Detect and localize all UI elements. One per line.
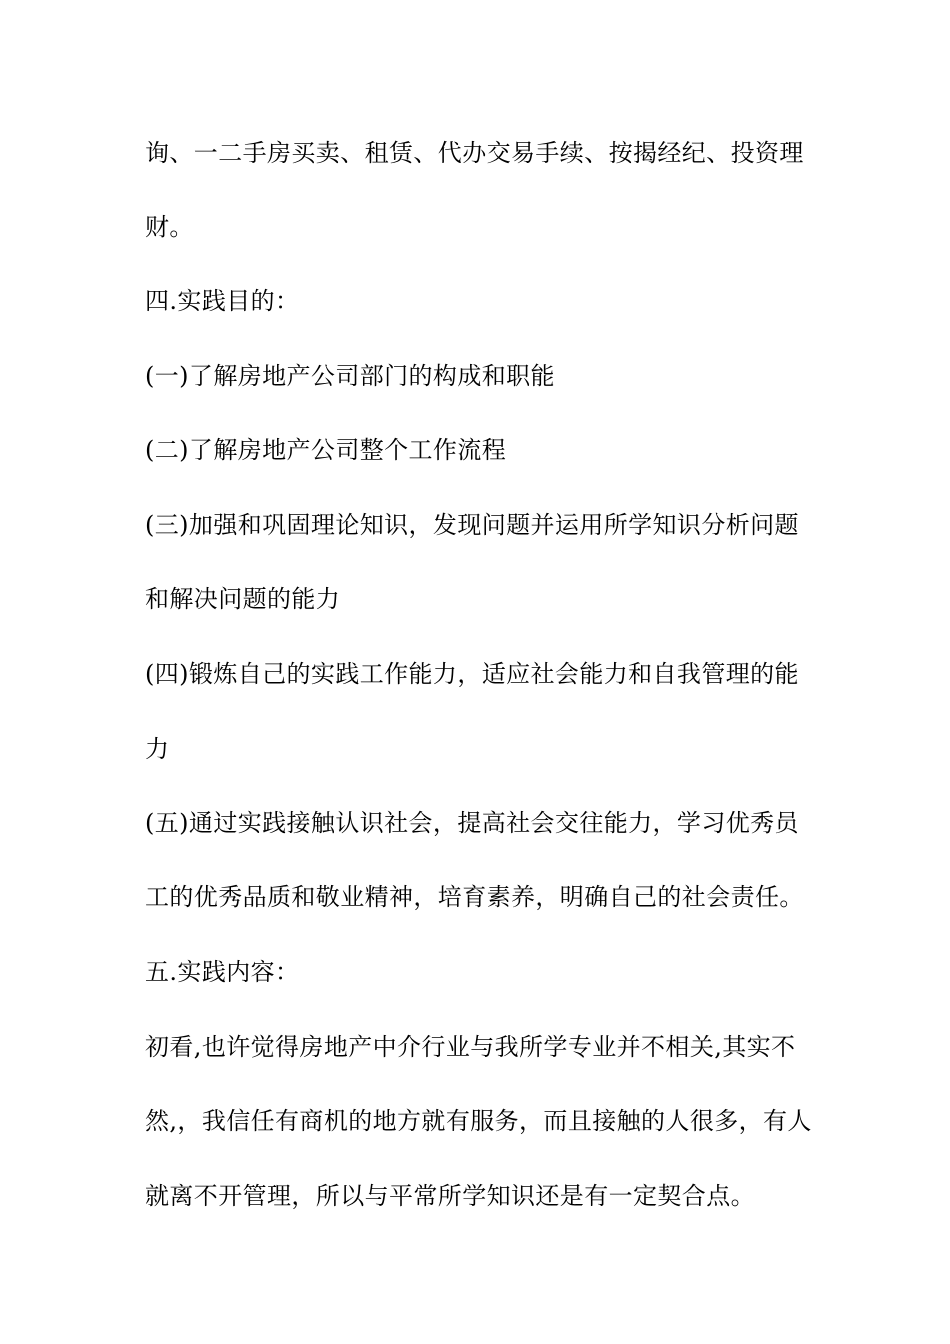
paragraph-line: 询、一二手房买卖、租赁、代办交易手续、按揭经纪、投资理 bbox=[145, 139, 804, 167]
section-heading: 五.实践内容： bbox=[145, 958, 300, 986]
list-item: (三)加强和巩固理论知识，发现问题并运用所学知识分析问题 bbox=[145, 511, 799, 539]
list-item-continuation: 工的优秀品质和敬业精神，培育素养，明确自己的社会责任。 bbox=[145, 883, 804, 911]
list-item: (四)锻炼自己的实践工作能力，适应社会能力和自我管理的能 bbox=[145, 660, 799, 688]
paragraph-line: 就离不开管理，所以与平常所学知识还是有一定契合点。 bbox=[145, 1182, 755, 1210]
paragraph-line: 初看,也许觉得房地产中介行业与我所学专业并不相关,其实不 bbox=[145, 1033, 796, 1061]
section-heading: 四.实践目的： bbox=[145, 287, 300, 315]
list-item-continuation: 和解决问题的能力 bbox=[145, 585, 341, 613]
paragraph-line: 财。 bbox=[145, 213, 194, 241]
list-item: (一)了解房地产公司部门的构成和职能 bbox=[145, 362, 555, 390]
list-item-continuation: 力 bbox=[145, 735, 170, 763]
list-item: (五)通过实践接触认识社会，提高社会交往能力，学习优秀员 bbox=[145, 809, 799, 837]
paragraph-line: 然,，我信任有商机的地方就有服务，而且接触的人很多，有人 bbox=[145, 1107, 812, 1135]
list-item: (二)了解房地产公司整个工作流程 bbox=[145, 436, 507, 464]
